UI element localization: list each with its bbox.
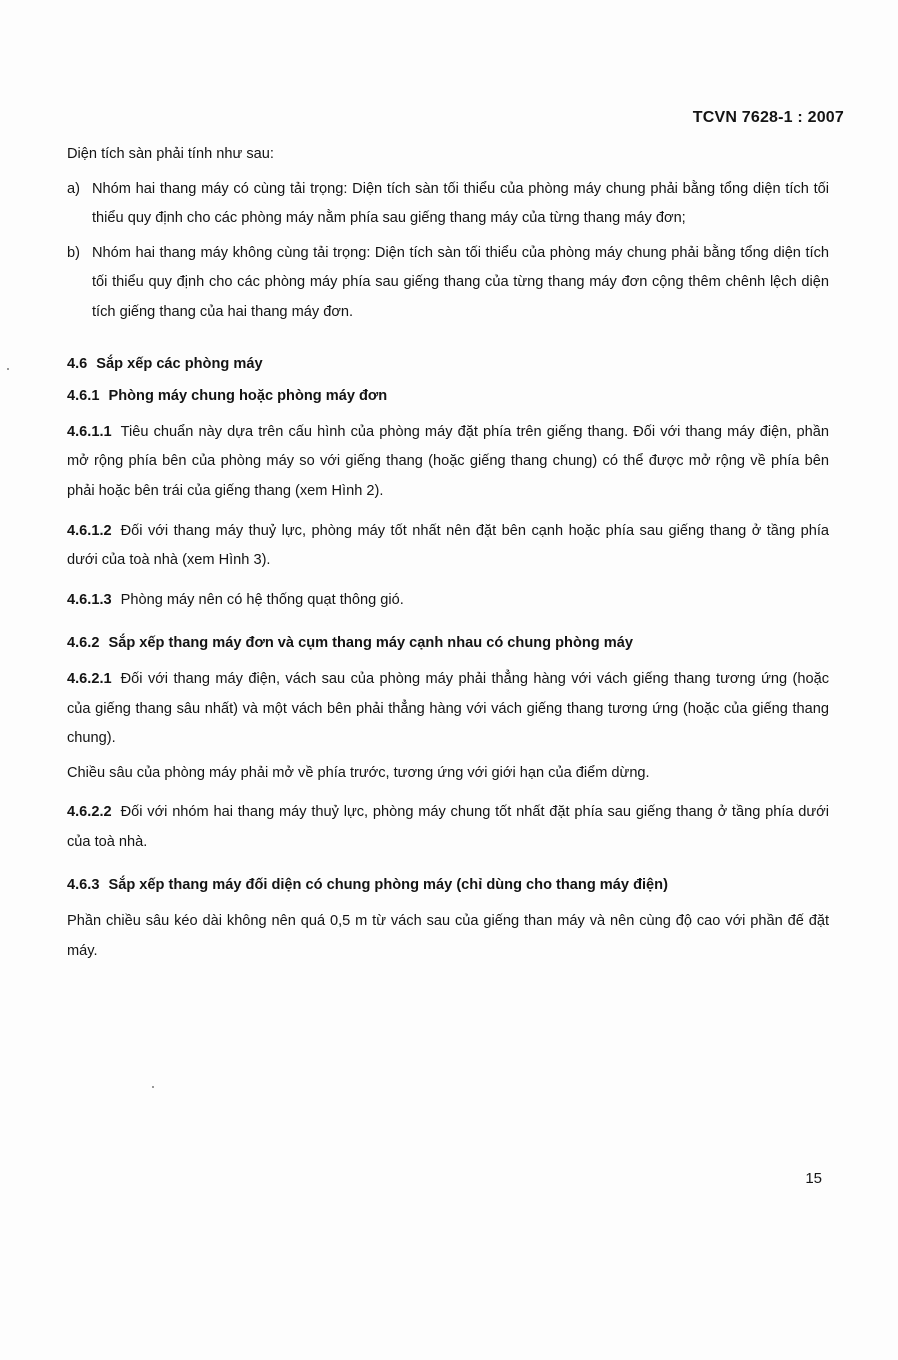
document-body — [67, 140, 829, 971]
paragraph-text: Tiêu chuẩn này dựa trên cấu hình của phòng máy đặt phía trên giếng thang. Đối với thang máy điện, phần mở rộng phía bên của phòng máy so với giếng thang (hoặc giếng thang chung) có thể được mở rộng về phía bên phải hoặc bên trái của giếng thang (xem Hình 2). — [67, 423, 829, 499]
list-item-a — [67, 175, 829, 234]
section-heading-4-6-1 — [67, 382, 829, 412]
paragraph-text: Đối với nhóm hai thang máy thuỷ lực, phòng máy chung tốt nhất đặt phía sau giếng thang ở tầng phía dưới của toà nhà. — [67, 804, 829, 850]
paragraph-number: 4.6.1.2 — [67, 522, 112, 539]
paragraph-number: 4.6.1.1 — [67, 423, 112, 440]
section-title: Sắp xếp các phòng máy — [96, 355, 263, 372]
list-text: Nhóm hai thang máy có cùng tải trọng: Diện tích sàn tối thiểu của phòng máy chung phải bằng tổng diện tích tối thiểu quy định cho các phòng máy nằm phía sau giếng thang máy của từng thang máy đơn; — [92, 180, 829, 227]
paragraph-4-6-1-1 — [67, 418, 829, 507]
section-title: Sắp xếp thang máy đơn và cụm thang máy cạnh nhau có chung phòng máy — [108, 635, 633, 652]
scan-speck — [152, 1086, 154, 1088]
section-heading-4-6-2 — [67, 629, 829, 659]
scan-speck — [7, 368, 9, 370]
list-marker: a) — [67, 180, 80, 197]
standard-header: TCVN 7628-1 : 2007 — [692, 109, 844, 126]
paragraph-number: 4.6.1.3 — [67, 591, 112, 608]
list-item-b — [67, 239, 829, 328]
section-number: 4.6.3 — [67, 877, 100, 894]
section-number: 4.6 — [67, 355, 88, 372]
paragraph-number: 4.6.2.1 — [67, 670, 112, 687]
paragraph-text: Đối với thang máy thuỷ lực, phòng máy tốt nhất nên đặt bên cạnh hoặc phía sau giếng thang ở tầng phía dưới của toà nhà (xem Hình 3). — [67, 522, 829, 569]
paragraph-text: Phòng máy nên có hệ thống quạt thông gió. — [120, 591, 404, 608]
page-number: 15 — [805, 1170, 822, 1187]
section-title: Sắp xếp thang máy đối diện có chung phòng máy (chỉ dùng cho thang máy điện) — [108, 877, 668, 894]
paragraph-4-6-2-1 — [67, 665, 829, 754]
paragraph-number: 4.6.2.2 — [67, 804, 112, 821]
section-heading-4-6 — [67, 350, 829, 380]
section-number: 4.6.1 — [67, 388, 100, 405]
section-heading-4-6-3 — [67, 871, 829, 901]
section-number: 4.6.2 — [67, 635, 100, 652]
list-marker: b) — [67, 244, 80, 261]
list-text: Nhóm hai thang máy không cùng tải trọng: Diện tích sàn tối thiểu của phòng máy chung phải bằng tổng diện tích tối thiểu quy định cho các phòng máy phía sau giếng thang của từng thang máy đơn cộng thêm chênh lệch diện tích giếng thang của hai thang máy đơn. — [92, 244, 829, 320]
paragraph-4-6-2-2 — [67, 798, 829, 857]
paragraph-4-6-3: Phần chiều sâu kéo dài không nên quá 0,5 m từ vách sau của giếng than máy và nên cùng độ cao với phần đế đặt máy. — [67, 913, 829, 959]
paragraph-depth: Chiều sâu của phòng máy phải mở về phía trước, tương ứng với giới hạn của điểm dừng. — [67, 764, 650, 781]
paragraph-text: Đối với thang máy điện, vách sau của phòng máy phải thẳng hàng với vách giếng thang tương ứng (hoặc của giếng thang sâu nhất) và một vách bên phải thẳng hàng với vách giếng thang tương ứng (hoặc của giếng thang chung). — [67, 670, 829, 747]
section-title: Phòng máy chung hoặc phòng máy đơn — [108, 388, 388, 405]
paragraph-4-6-1-3 — [67, 586, 829, 616]
paragraph-4-6-1-2 — [67, 517, 829, 576]
intro-paragraph: Diện tích sàn phải tính như sau: — [67, 146, 274, 162]
